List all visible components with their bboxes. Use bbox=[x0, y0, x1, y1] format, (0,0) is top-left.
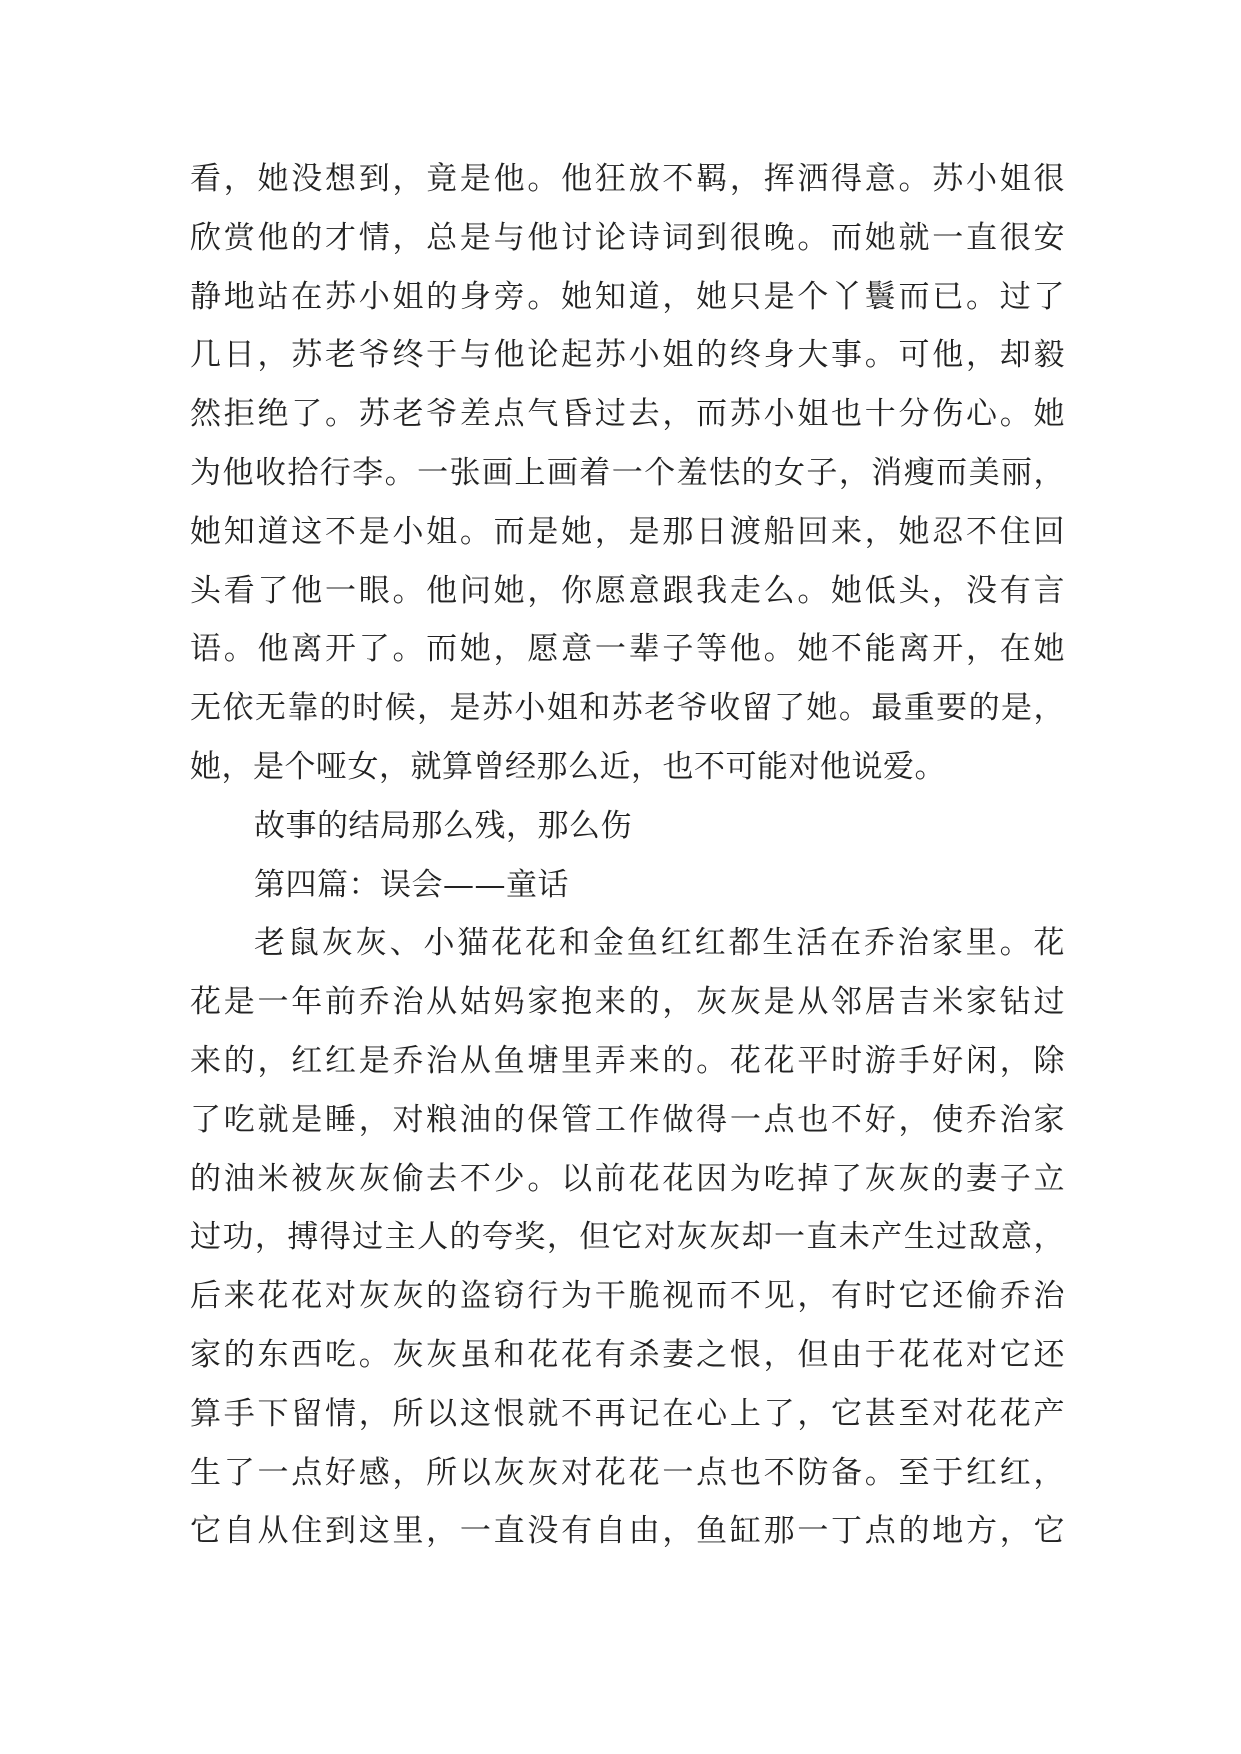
text-line: 无依无靠的时候，是苏小姐和苏老爷收留了她。最重要的是， bbox=[190, 690, 1065, 727]
body-text bbox=[190, 150, 1065, 1561]
text-line: 它自从住到这里，一直没有自由，鱼缸那一丁点的地方，它 bbox=[190, 1513, 1065, 1550]
text-line: 过功，搏得过主人的夸奖，但它对灰灰却一直未产生过敌意， bbox=[190, 1219, 1065, 1256]
text-line: 她，是个哑女，就算曾经那么近，也不可能对他说爱。 bbox=[190, 748, 946, 785]
text-line: 花是一年前乔治从姑妈家抱来的，灰灰是从邻居吉米家钻过 bbox=[190, 984, 1065, 1021]
text-line: 生了一点好感，所以灰灰对花花一点也不防备。至于红红， bbox=[190, 1454, 1065, 1491]
paragraph-first-line: 老鼠灰灰、小猫花花和金鱼红红都生活在乔治家里。花 bbox=[254, 925, 1065, 962]
text-line: 算手下留情，所以这恨就不再记在心上了，它甚至对花花产 bbox=[190, 1395, 1065, 1432]
text-line: 然拒绝了。苏老爷差点气昏过去，而苏小姐也十分伤心。她 bbox=[190, 396, 1065, 433]
text-line: 为他收拾行李。一张画上画着一个羞怯的女子，消瘦而美丽， bbox=[190, 454, 1065, 491]
text-line: 看，她没想到，竟是他。他狂放不羁，挥洒得意。苏小姐很 bbox=[190, 161, 1065, 197]
text-line: 欣赏他的才情，总是与他讨论诗词到很晚。而她就一直很安 bbox=[190, 219, 1065, 256]
text-line: 几日，苏老爷终于与他论起苏小姐的终身大事。可他，却毅 bbox=[190, 337, 1065, 374]
text-line: 家的东西吃。灰灰虽和花花有杀妻之恨，但由于花花对它还 bbox=[190, 1336, 1065, 1373]
text-line: 头看了他一眼。他问她，你愿意跟我走么。她低头，没有言 bbox=[190, 572, 1065, 609]
section-heading: 第四篇：误会——童话 bbox=[254, 866, 569, 903]
text-line: 后来花花对灰灰的盗窃行为干脆视而不见，有时它还偷乔治 bbox=[190, 1278, 1065, 1315]
text-line: 的油米被灰灰偷去不少。以前花花因为吃掉了灰灰的妻子立 bbox=[190, 1160, 1065, 1197]
text-line: 她知道这不是小姐。而是她，是那日渡船回来，她忍不住回 bbox=[190, 513, 1065, 550]
text-line: 语。他离开了。而她，愿意一辈子等他。她不能离开，在她 bbox=[190, 631, 1065, 668]
text-line: 了吃就是睡，对粮油的保管工作做得一点也不好，使乔治家 bbox=[190, 1101, 1065, 1138]
paragraph-line: 故事的结局那么残，那么伤 bbox=[254, 807, 632, 844]
text-line: 静地站在苏小姐的身旁。她知道，她只是个丫鬟而已。过了 bbox=[190, 278, 1065, 315]
text-line: 来的，红红是乔治从鱼塘里弄来的。花花平时游手好闲，除 bbox=[190, 1042, 1065, 1079]
